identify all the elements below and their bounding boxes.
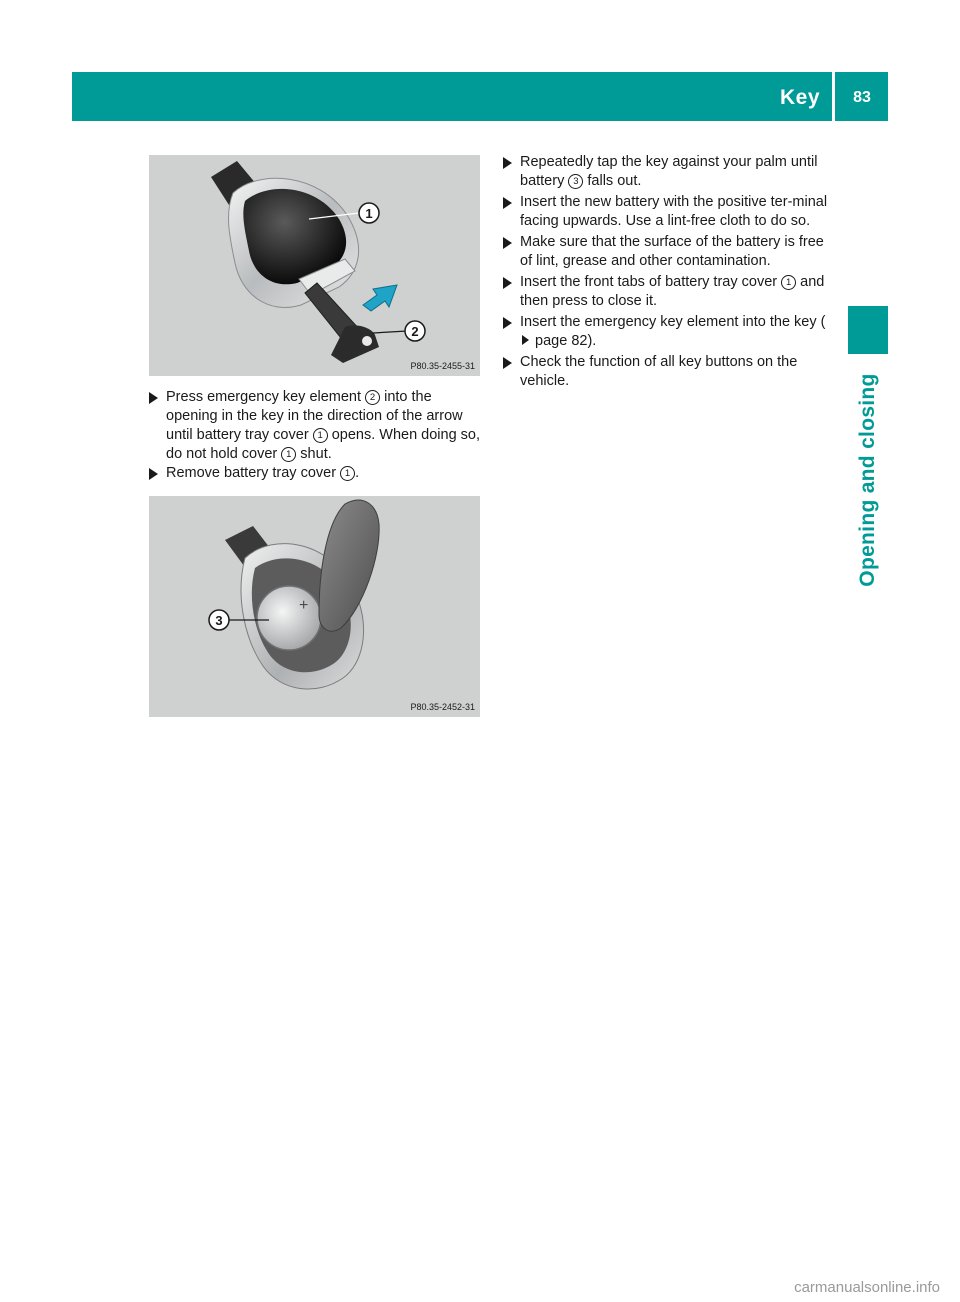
svg-text:1: 1 xyxy=(365,206,373,221)
bullet-icon xyxy=(503,357,512,369)
figure-battery-removal xyxy=(149,496,480,717)
callout-number: 2 xyxy=(365,390,380,405)
step-insert-key-element: Insert the emergency key element into the key ( page 82). xyxy=(503,313,836,351)
bullet-icon xyxy=(503,197,512,209)
side-tab-marker xyxy=(848,306,888,354)
callout-2 xyxy=(405,321,425,341)
bullet-icon xyxy=(503,317,512,329)
figure-key-emergency-element xyxy=(149,155,480,376)
page-number: 83 xyxy=(853,89,871,106)
figure-code: P80.35-2455-31 xyxy=(410,361,475,371)
bullet-icon xyxy=(149,392,158,404)
watermark: carmanualsonline.info xyxy=(794,1279,940,1296)
instruction-list-right xyxy=(503,153,836,393)
bullet-icon xyxy=(503,157,512,169)
bullet-icon xyxy=(503,237,512,249)
page-title: Key xyxy=(779,86,820,109)
callout-1 xyxy=(359,203,379,223)
section-label: Opening and closing xyxy=(856,373,879,587)
figure-code: P80.35-2452-31 xyxy=(410,702,475,712)
page-reference-link[interactable]: page 82). xyxy=(531,333,597,349)
page-reference-icon xyxy=(522,335,529,345)
bullet-icon xyxy=(503,277,512,289)
instruction-list-left-1 xyxy=(149,388,482,466)
callout-number: 3 xyxy=(568,174,583,189)
header-divider xyxy=(832,72,835,121)
svg-text:2: 2 xyxy=(411,324,419,339)
step-tap-key: Repeatedly tap the key against your palm until battery 3 falls out. xyxy=(503,153,836,191)
svg-text:3: 3 xyxy=(215,613,223,628)
step-insert-battery: Insert the new battery with the positive ter-minal facing upwards. Use a lint-free cloth to do so. xyxy=(503,193,836,231)
step-close-cover: Insert the front tabs of battery tray cover 1 and then press to close it. xyxy=(503,273,836,311)
svg-text:+: + xyxy=(299,597,309,614)
callout-number: 1 xyxy=(340,466,355,481)
header-bar xyxy=(72,72,888,121)
step-clean-battery: Make sure that the surface of the battery is free of lint, grease and other contamination. xyxy=(503,233,836,271)
bullet-icon xyxy=(149,468,158,480)
callout-number: 1 xyxy=(781,275,796,290)
step-check-buttons: Check the function of all key buttons on the vehicle. xyxy=(503,353,836,391)
instruction-list-left-2 xyxy=(149,464,482,485)
callout-3 xyxy=(209,610,229,630)
callout-number: 1 xyxy=(313,428,328,443)
callout-number: 1 xyxy=(281,447,296,462)
key-illustration-2 xyxy=(149,496,480,717)
step-remove-cover: Remove battery tray cover 1 . xyxy=(149,464,482,483)
step-press-emergency-key: Press emergency key element 2 into the opening in the key in the direction of the arrow until battery tray cover 1 opens. When doing so, do not hold cover 1 shut. xyxy=(149,388,482,464)
key-illustration-1 xyxy=(149,155,480,376)
